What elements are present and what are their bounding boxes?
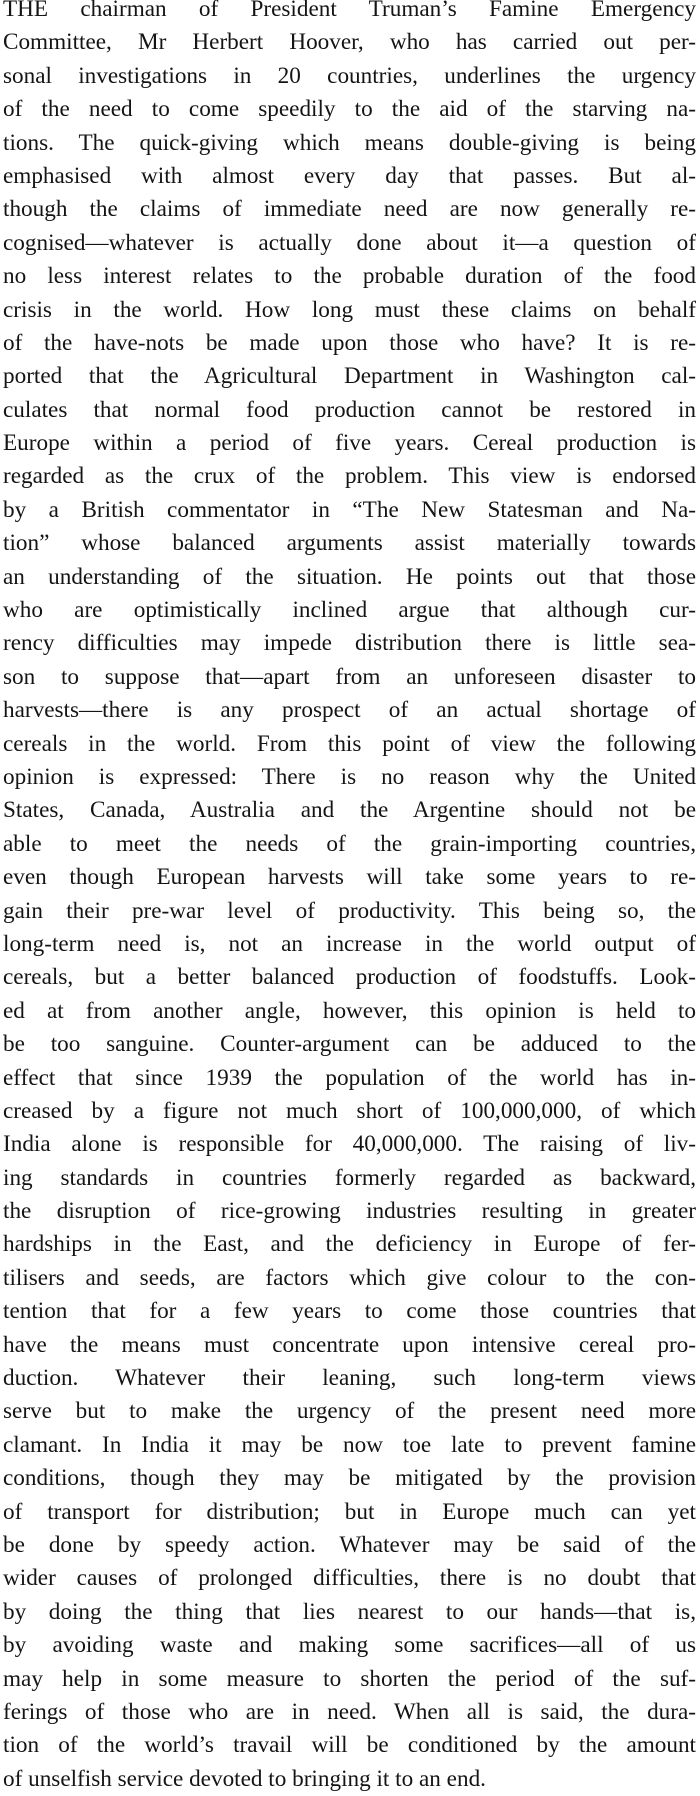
article-line: ported that the Agricultural Department in Washington cal- [3,363,696,390]
article-line: tions. The quick-giving which means double-giving is being [3,129,696,156]
article-line: though the claims of immediate need are now generally re- [3,196,696,223]
article-line: able to meet the needs of the grain-importing countries, [3,830,696,857]
article-line: ing standards in countries formerly regarded as backward, [3,1164,696,1191]
article-line: of the have-nots be made upon those who have? It is re- [3,329,696,356]
article-line: of the need to come speedily to the aid of the starving na- [3,96,696,123]
article-line: of transport for distribution; but in Europe much can yet [3,1498,696,1525]
article-line: States, Canada, Australia and the Argentine should not be [3,797,696,824]
article-line: creased by a figure not much short of 100,000,000, of which [3,1097,696,1124]
article-line: by avoiding waste and making some sacrifices—all of us [3,1632,696,1659]
article-line: ed at from another angle, however, this opinion is held to [3,997,696,1024]
article-line: ferings of those who are in need. When all is said, the dura- [3,1698,696,1725]
article-line: no less interest relates to the probable duration of the food [3,263,696,290]
article-line: an understanding of the situation. He points out that those [3,563,696,590]
article-line: son to suppose that—apart from an unforeseen disaster to [3,663,696,690]
article-line: conditions, though they may be mitigated by the provision [3,1465,696,1492]
article-line: hardships in the East, and the deficiency in Europe of fer- [3,1231,696,1258]
article-line: effect that since 1939 the population of the world has in- [3,1064,696,1091]
article-line: rency difficulties may impede distribution there is little sea- [3,630,696,657]
article-line: by doing the thing that lies nearest to our hands—that is, [3,1598,696,1625]
article-line: sonal investigations in 20 countries, underlines the urgency [3,62,696,89]
article-line: culates that normal food production cannot be restored in [3,396,696,423]
article-line: tilisers and seeds, are factors which give colour to the con- [3,1264,696,1291]
article-line: cereals, but a better balanced production of foodstuffs. Look- [3,964,696,991]
article-line: THE chairman of President Truman’s Famine Emergency [3,0,696,22]
article-line: harvests—there is any prospect of an actual shortage of [3,697,696,724]
article-line: wider causes of prolonged difficulties, there is no doubt that [3,1565,696,1592]
article-line: tention that for a few years to come those countries that [3,1298,696,1325]
article-line: of unselfish service devoted to bringing it to an end. [3,1765,486,1792]
article-line: the disruption of rice-growing industries resulting in greater [3,1198,696,1225]
article-line: gain their pre-war level of productivity. This being so, the [3,897,696,924]
article-line: be too sanguine. Counter-argument can be adduced to the [3,1031,696,1058]
article-line: duction. Whatever their leaning, such long-term views [3,1365,696,1392]
article-line: regarded as the crux of the problem. This view is endorsed [3,463,696,490]
article-line: may help in some measure to shorten the period of the suf- [3,1665,696,1692]
article-line: clamant. In India it may be now toe late to prevent famine [3,1431,696,1458]
article-line: be done by speedy action. Whatever may be said of the [3,1531,696,1558]
article-line: long-term need is, not an increase in the world output of [3,930,696,957]
article-line: serve but to make the urgency of the present need more [3,1398,696,1425]
article-line: cereals in the world. From this point of view the following [3,730,696,757]
article-line: tion” whose balanced arguments assist materially towards [3,530,696,557]
article-line: tion of the world’s travail will be conditioned by the amount [3,1732,696,1759]
article-line: emphasised with almost every day that passes. But al- [3,162,696,189]
article-line: Committee, Mr Herbert Hoover, who has carried out per- [3,29,696,56]
article-line: even though European harvests will take some years to re- [3,864,696,891]
article-line: crisis in the world. How long must these claims on behalf [3,296,696,323]
article-line: Europe within a period of five years. Cereal production is [3,430,696,457]
article-line: India alone is responsible for 40,000,000. The raising of liv- [3,1131,696,1158]
article-line: by a British commentator in “The New Statesman and Na- [3,496,696,523]
article-line: who are optimistically inclined argue that although cur- [3,597,696,624]
article-line: have the means must concentrate upon intensive cereal pro- [3,1331,696,1358]
article-line: opinion is expressed: There is no reason why the United [3,763,696,790]
article-line: cognised—whatever is actually done about it—a question of [3,229,696,256]
